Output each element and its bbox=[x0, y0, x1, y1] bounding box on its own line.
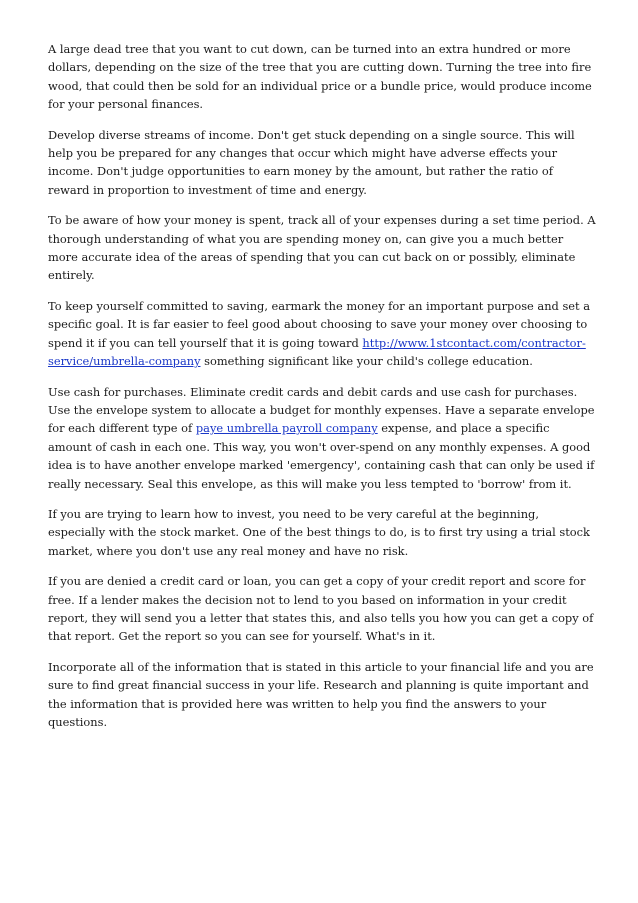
paragraph-conclusion: Incorporate all of the information that is stated in this article to your financial life and you are sure to find great financial success in your life. Research and planning is quite important and the information that is provided here was written to help you find the answers to your questions. bbox=[48, 659, 594, 729]
paragraph-cash-purchases-text-end: expense, and place a specific amount of cash in each one. This way, you won't over-spend on any monthly expenses. A good idea is to have another envelope marked 'emergency', containing cash that can only be used if really necessary. Seal this envelope, as this will make you less tempted to 'borrow' from it. bbox=[48, 421, 595, 491]
paragraph-track-expenses: To be aware of how your money is spent, track all of your expenses during a set time period. A thorough understanding of what you are spending money on, can give you a much better more accurate idea of the areas of spending that you can cut back on or possibly, eliminate entirely. bbox=[48, 213, 596, 283]
paragraph-credit-report: If you are denied a credit card or loan, you can get a copy of your credit report and score for free. If a lender makes the decision not to lend to you based on information in your credit report, they will send you a letter that states this, and also tells you how you can get a copy of that report. Get the report so you can see for yourself. What's in it. bbox=[48, 574, 594, 644]
paragraph-saving-goal-text-start: To keep yourself committed to saving, earmark the money for an important purpose and set a specific goal. It is far easier to feel good about choosing to save your money over choosing to spend it if you can tell yourself that it is going toward bbox=[48, 298, 591, 350]
paragraph-saving-goal bbox=[48, 297, 596, 371]
paragraph-cash-purchases bbox=[48, 383, 596, 493]
paragraph-cash-purchases-text-start: Use cash for purchases. Eliminate credit cards and debit cards and use cash for purchases. Use the envelope system to allocate a budget for monthly expenses. Have a separate envelope for each different type of bbox=[48, 384, 595, 436]
paye-umbrella-payroll-link[interactable]: paye umbrella payroll company bbox=[195, 421, 378, 436]
paragraph-investing: If you are trying to learn how to invest, you need to be very careful at the beginning, especially with the stock market. One of the best things to do, is to first try using a trial stock market, where you don't use any real money and have no risk. bbox=[48, 506, 590, 558]
paragraph-income-streams: Develop diverse streams of income. Don't get stuck depending on a single source. This will help you be prepared for any changes that occur which might have adverse effects your income. Don't judge opportunities to earn money by the amount, but rather the ratio of reward in proportion to investment of time and energy. bbox=[48, 127, 575, 197]
paragraph-saving-goal-text-end: something significant like your child's college education. bbox=[200, 354, 533, 369]
document-page bbox=[48, 40, 596, 743]
paragraph-firewood: A large dead tree that you want to cut down, can be turned into an extra hundred or more dollars, depending on the size of the tree that you are cutting down. Turning the tree into fire wood, that could then be sold for an individual price or a bundle price, would produce income for your personal finances. bbox=[48, 42, 592, 112]
umbrella-company-link[interactable]: http://www.1stcontact.com/contractor-service/umbrella-company bbox=[48, 335, 586, 369]
